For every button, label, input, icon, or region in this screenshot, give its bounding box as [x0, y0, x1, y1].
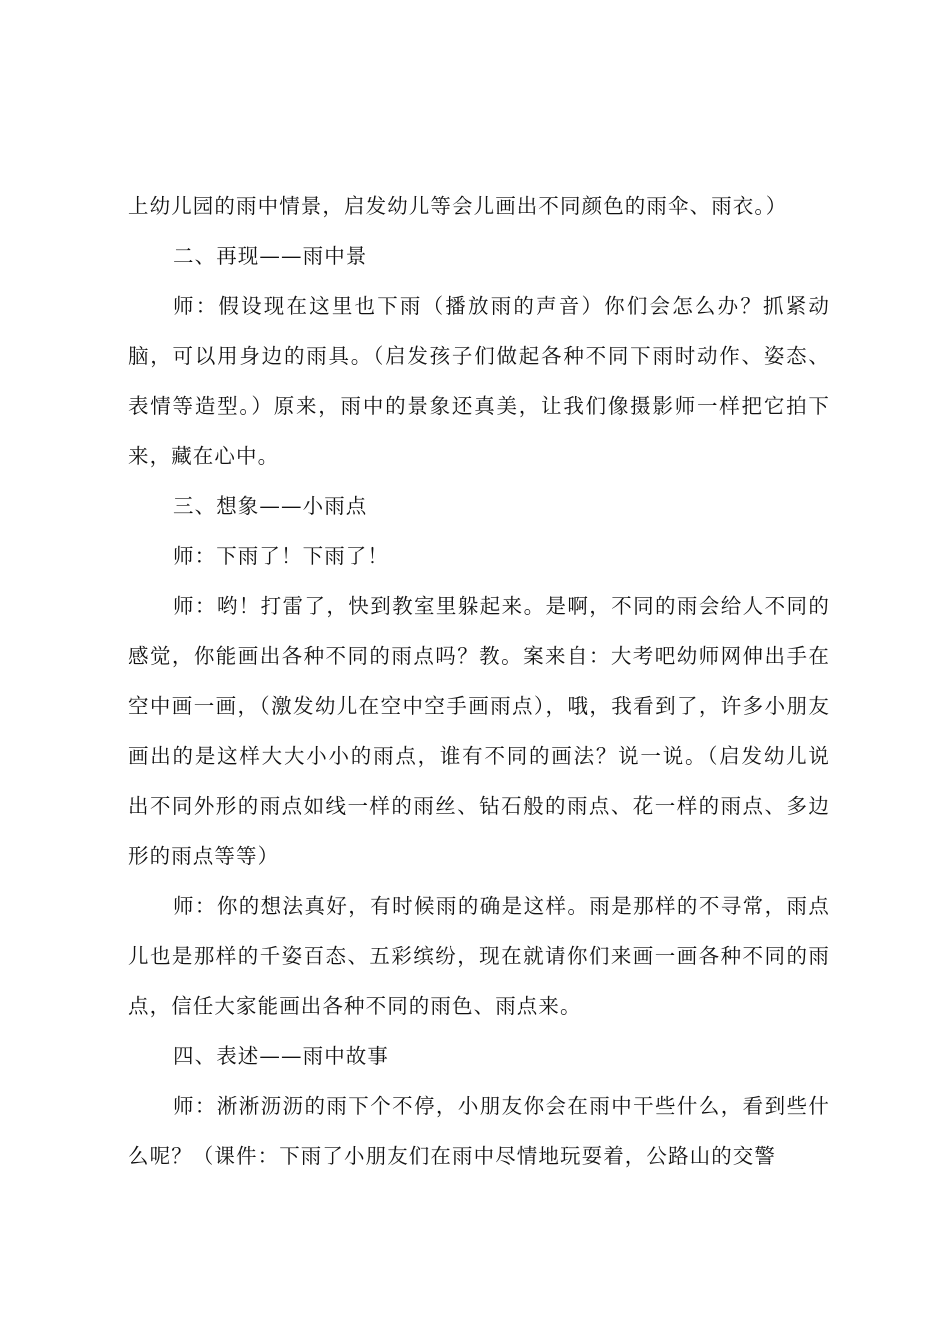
paragraph-teacher-raindrops: 师：哟！打雷了，快到教室里躲起来。是啊，不同的雨会给人不同的感觉，你能画出各种不同的雨点吗？教。案来自：大考吧幼师网伸出手在空中画一画，（激发幼儿在空中空手画雨点），哦，我看到了，许多小朋友画出的是这样大大小小的雨点，谁有不同的画法？说一说。（启发幼儿说出不同外形的雨点如线一样的雨丝、钻石般的雨点、花一样的雨点、多边形的雨点等等）: [128, 594, 830, 868]
paragraph-teacher-rain-gear: 师：假设现在这里也下雨（播放雨的声音）你们会怎么办？抓紧动脑，可以用身边的雨具。（启发孩子们做起各种不同下雨时动作、姿态、表情等造型。）原来，雨中的景象还真美，让我们像摄影师一样把它拍下来，藏在心中。: [128, 294, 830, 468]
section-heading-2: 二、再现——雨中景: [173, 244, 368, 268]
paragraph-teacher-praise: 师：你的想法真好，有时候雨的确是这样。雨是那样的不寻常，雨点儿也是那样的千姿百态、五彩缤纷，现在就请你们来画一画各种不同的雨点，信任大家能画出各种不同的雨色、雨点来。: [128, 894, 830, 1018]
section-heading-3: 三、想象——小雨点: [173, 494, 368, 518]
paragraph-teacher-story: 师：淅淅沥沥的雨下个不停，小朋友你会在雨中干些什么，看到些什么呢？（课件：下雨了小朋友们在雨中尽情地玩耍着，公路山的交警: [128, 1094, 830, 1168]
section-heading-4: 四、表述——雨中故事: [173, 1044, 389, 1068]
paragraph-teacher-raining: 师：下雨了！下雨了！: [173, 544, 389, 568]
paragraph-continuation: 上幼儿园的雨中情景，启发幼儿等会儿画出不同颜色的雨伞、雨衣。）: [128, 194, 788, 218]
document-body: [128, 181, 830, 1181]
